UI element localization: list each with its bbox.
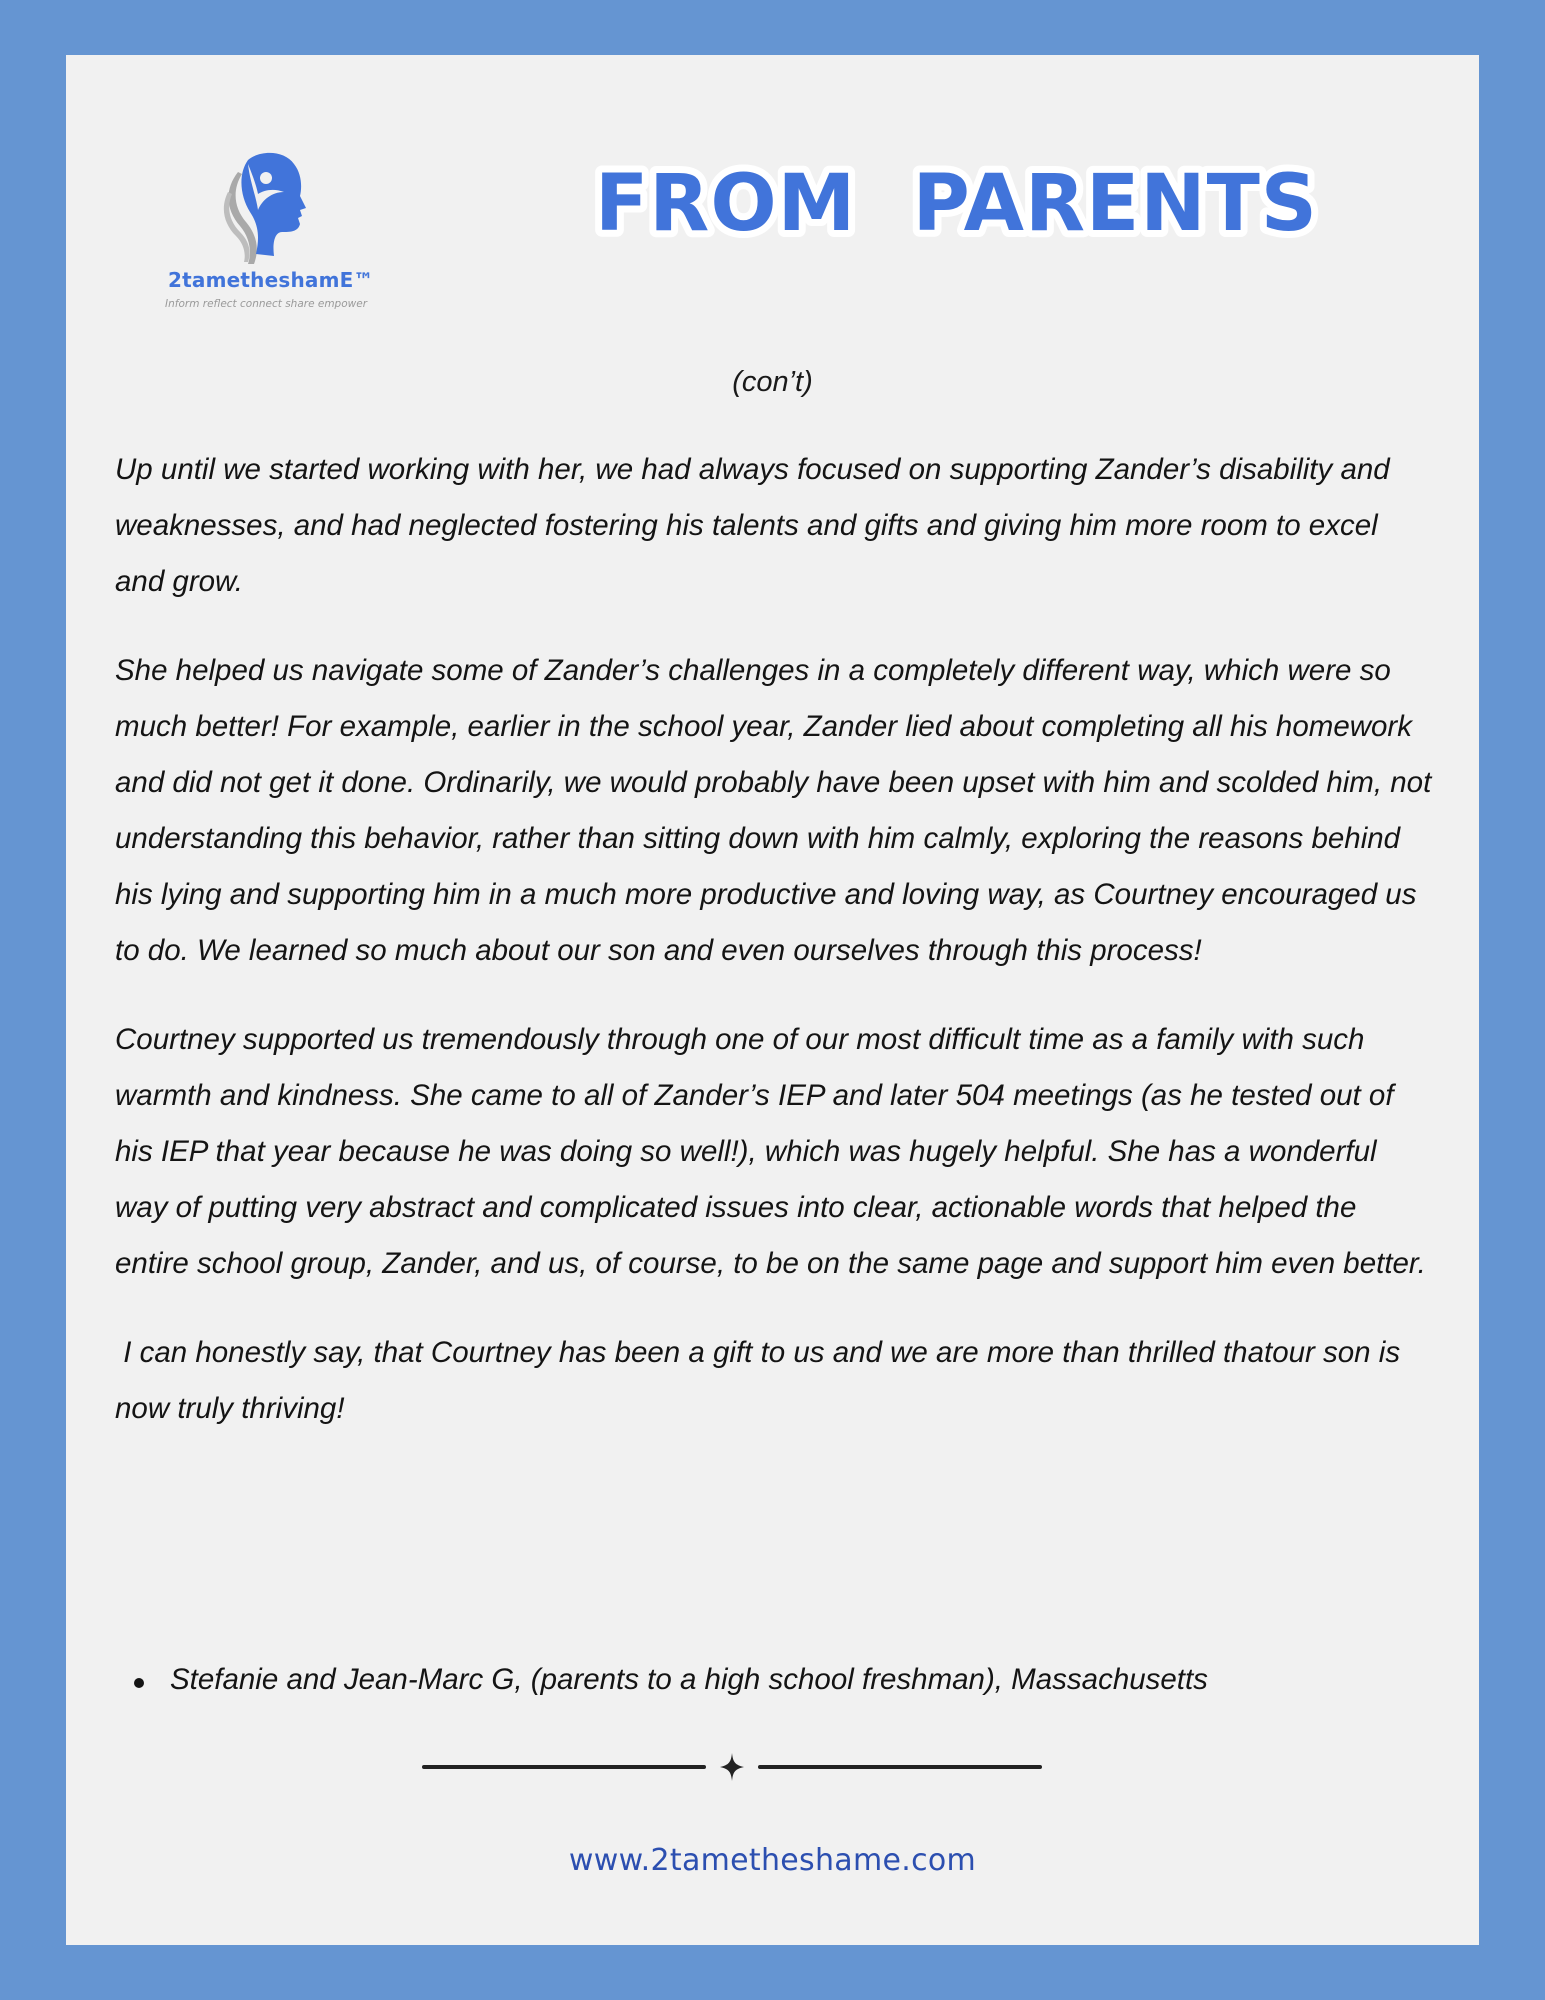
divider-line-right <box>758 1765 1042 1769</box>
attribution-text: Stefanie and Jean-Marc G, (parents to a high school freshman), Massachusetts <box>170 1663 1208 1696</box>
paragraph: Courtney supported us tremendously through one of our most difficult time as a family with such warmth and kindness. She came to all of Zander’s IEP and later 504 meetings (as he tested out of his IEP that year because he was doing so well!), which was hugely helpful. She has a wonderful way of putting very abstract and complicated issues into clear, actionable words that helped the entire school group, Zander, and us, of course, to be on the same page and support him even better. <box>115 1023 1426 1280</box>
ornamental-divider <box>422 1752 1042 1782</box>
bullet-icon <box>134 1678 144 1688</box>
paragraph: She helped us navigate some of Zander’s challenges in a completely different way, which were so much better! For example, earlier in the school year, Zander lied about completing all his homework and did not get it done. Ordinarily, we would probably have been upset with him and scolded him, not understanding this behavior, rather than sitting down with him calmly, exploring the reasons behind his lying and supporting him in a much more productive and loving way, as Courtney encouraged us to do. We learned so much about our son and even ourselves through this process! <box>115 654 1432 967</box>
paragraph: Up until we started working with her, we had always focused on supporting Zander’s disability and weaknesses, and had neglected fostering his talents and gifts and giving him more room to excel and grow. <box>115 453 1390 598</box>
attribution-item <box>130 1663 1208 1697</box>
paragraph: I can honestly say, that Courtney has been a gift to us and we are more than thrilled thatour son is now truly thriving! <box>115 1336 1409 1425</box>
continued-label: (con’t) <box>732 366 813 398</box>
logo-tagline: Inform reflect connect share empower <box>165 298 368 310</box>
page-title <box>585 150 1318 250</box>
logo <box>160 152 390 322</box>
page-title-text: FROM PARENTS <box>595 159 1318 249</box>
testimonial-body <box>115 442 1435 1470</box>
divider-line-left <box>422 1765 706 1769</box>
logo-name: 2tametheshamE™ <box>168 268 374 292</box>
head-silhouette-icon <box>218 152 308 264</box>
four-point-star-icon <box>720 1753 744 1781</box>
website-link[interactable]: www.2tametheshame.com <box>568 1843 977 1878</box>
attribution-list <box>130 1663 1208 1697</box>
